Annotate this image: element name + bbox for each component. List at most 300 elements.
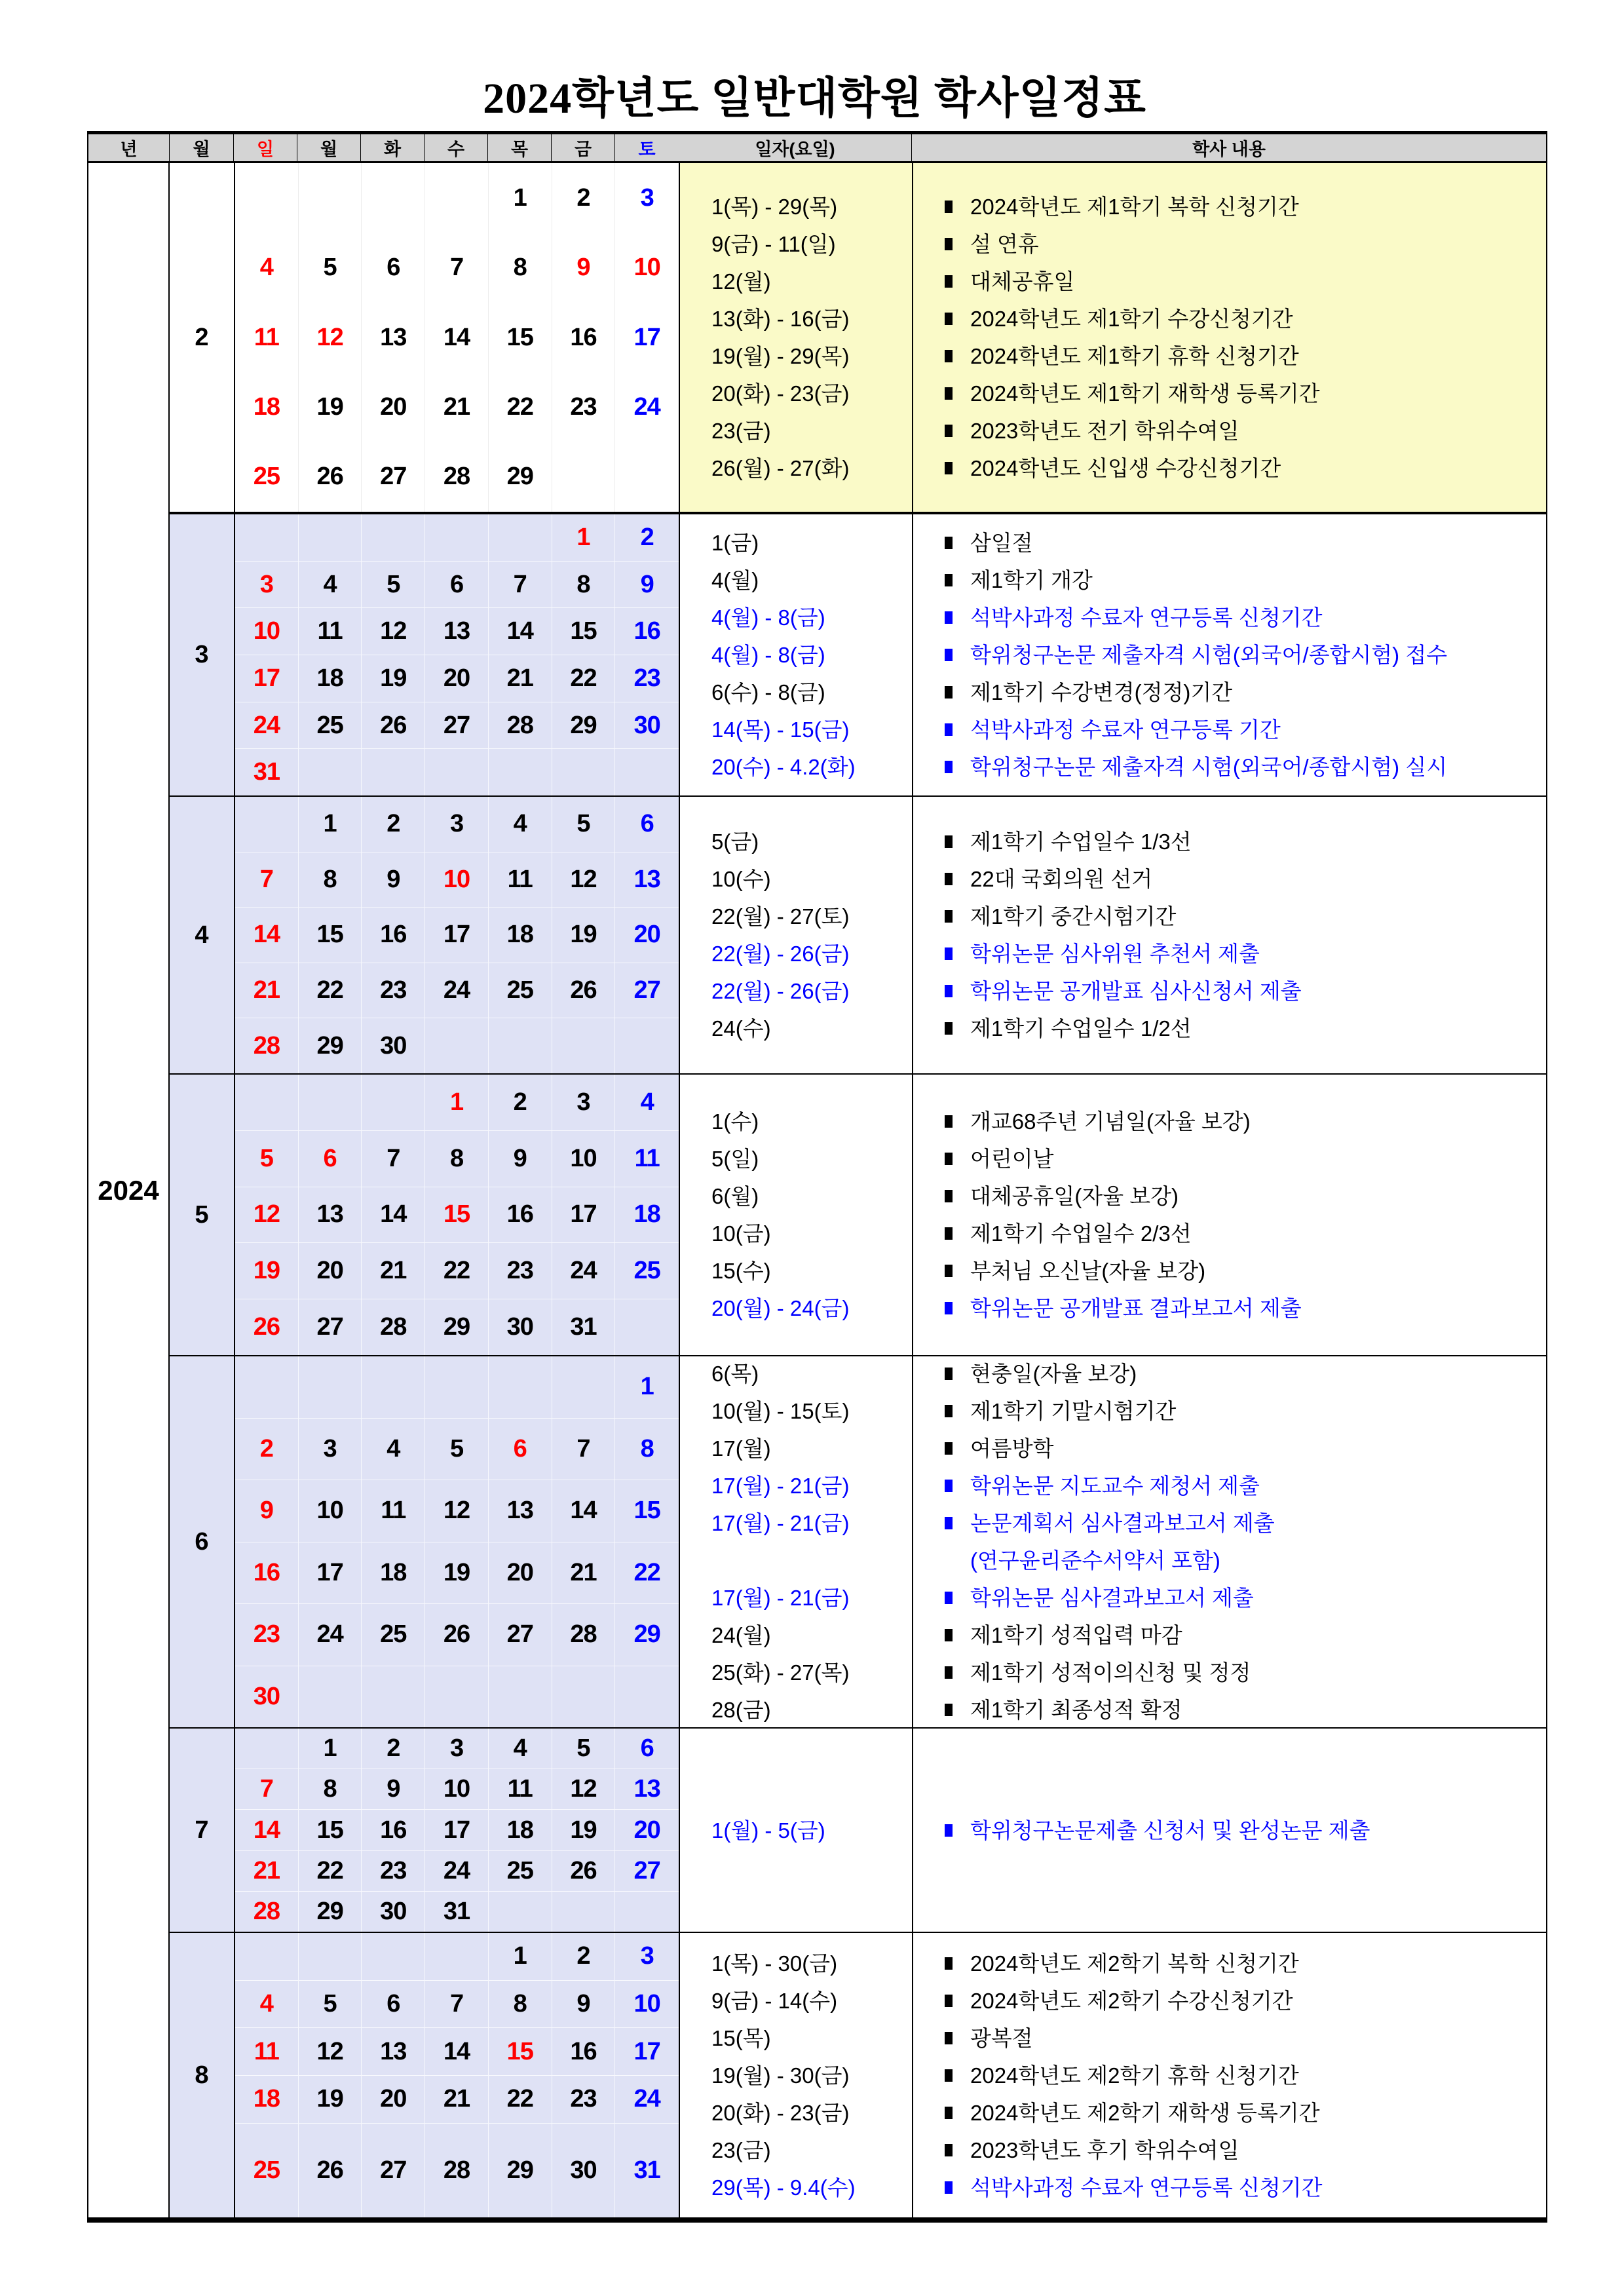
calendar-day-7-9: 9 [362,1769,425,1809]
event-line [945,450,1546,487]
month-row-2 [170,163,1546,512]
page-title: 2024학년도 일반대학원 학사일정표 [483,75,1146,123]
event-row [680,1579,1546,1617]
event-label: 제1학기 성적이의신청 및 정정 [970,1660,1251,1685]
weekday-header-금: 금 [552,134,615,161]
event-date: 22(월) - 27(토) [711,904,850,928]
events-area-3 [679,514,1546,795]
event-line [945,898,1546,935]
event-label: 대체공휴일(자율 보강) [970,1184,1179,1208]
calendar-day-4-14: 14 [235,908,299,963]
calendar-day-empty [425,514,489,561]
calendar-week [235,607,679,655]
calendar-day-3-29: 29 [552,702,616,749]
calendar-day-2-4: 4 [235,233,299,302]
event-label: 어린이날 [970,1147,1054,1171]
calendar-day-3-12: 12 [362,608,425,655]
event-label: 2023학년도 후기 학위수여일 [970,2137,1239,2162]
event-description [912,860,1546,898]
calendar-day-7-22: 22 [299,1851,362,1891]
calendar-day-6-10: 10 [299,1480,362,1542]
bullet-icon [945,387,953,400]
calendar-day-empty [425,749,489,795]
calendar-day-3-19: 19 [362,655,425,702]
schedule-table [87,131,1547,2223]
bullet-icon [945,1629,953,1641]
calendar-day-4-5: 5 [552,797,616,852]
month-row-4 [170,795,1546,1073]
calendar-day-empty [362,1666,425,1728]
event-label: 제1학기 최종성적 확정 [970,1698,1182,1722]
calendar-day-empty [489,1018,552,1073]
calendar-day-empty [552,1892,616,1932]
event-date: 9(금) - 14(수) [711,1988,838,2013]
calendar-day-6-5: 5 [425,1419,489,1480]
calendar-day-empty [362,1933,425,1980]
event-label: 학위논문 심사위원 추천서 제출 [970,942,1260,966]
event-date: 10(수) [711,867,771,891]
event-row [680,1691,1546,1729]
calendar-week [235,963,679,1018]
bullet-icon [945,201,953,213]
event-row [680,300,1546,337]
event-label: 학위청구논문 제출자격 시험(외국어/종합시험) 접수 [970,643,1448,667]
calendar-day-5-28: 28 [362,1299,425,1355]
event-label: 석박사과정 수료자 연구등록 신청기간 [970,2175,1323,2200]
calendar-day-8-15: 15 [489,2028,552,2075]
calendar-day-2-3: 3 [640,183,654,212]
calendar-day-2-18: 18 [235,372,299,442]
calendar-day-8-10: 10 [633,1990,660,2018]
calendar-day-4-4: 4 [489,797,552,852]
calendar-day-3-26: 26 [362,702,425,749]
event-label: 학위논문 공개발표 결과보고서 제출 [970,1296,1302,1320]
calendar-week [235,1891,679,1932]
calendar-day-8-17: 17 [633,2037,660,2065]
calendar-day-4-18: 18 [489,908,552,963]
event-description [912,1579,1546,1617]
calendar-day-3-23: 23 [633,664,660,692]
event-date: 17(월) - 21(금) [711,1511,850,1535]
calendar-day-7-27: 27 [633,1856,660,1885]
event-description [912,524,1546,562]
bullet-icon [945,1153,953,1165]
event-description [912,1010,1546,1047]
bullet-icon [945,2069,953,2082]
event-label: 학위논문 지도교수 제청서 제출 [970,1474,1260,1498]
event-row [680,337,1546,375]
event-line [945,2132,1546,2169]
event-row [680,972,1546,1010]
event-date: 19(월) - 29(목) [711,344,850,368]
calendar-day-5-11: 11 [634,1144,660,1172]
calendar-day-2-16: 16 [552,303,616,372]
calendar-week [235,1809,679,1850]
calendar-day-empty [362,163,425,233]
calendar-day-3-16: 16 [633,617,660,645]
event-line [945,375,1546,412]
calendar-day-4-29: 29 [299,1018,362,1073]
calendar-day-6-30: 30 [235,1666,299,1728]
event-line [945,1103,1546,1140]
calendar-week [235,1187,679,1243]
event-line [945,674,1546,711]
calendar-day-empty [552,1666,616,1728]
month-label-6: 6 [170,1356,234,1727]
calendar-day-7-21: 21 [235,1851,299,1891]
event-label: 석박사과정 수료자 연구등록 신청기간 [970,605,1323,630]
event-row [680,524,1546,562]
calendar-day-4-19: 19 [552,908,616,963]
bullet-icon [945,2032,953,2044]
calendar-day-8-7: 7 [425,1981,489,2028]
event-line [945,599,1546,636]
calendar-day-2-21: 21 [425,372,489,442]
month-label-4: 4 [170,797,234,1073]
calendar-day-4-2: 2 [362,797,425,852]
mini-calendar-5 [234,1075,679,1355]
calendar-day-8-16: 16 [552,2028,616,2075]
calendar-day-7-14: 14 [235,1810,299,1850]
calendar-day-5-27: 27 [299,1299,362,1355]
calendar-day-4-9: 9 [362,852,425,908]
calendar-day-5-14: 14 [362,1187,425,1243]
calendar-day-empty [489,1892,552,1932]
event-label: 2024학년도 제1학기 재학생 등록기간 [970,381,1320,406]
calendar-day-3-27: 27 [425,702,489,749]
bullet-icon [945,313,953,325]
event-date: 17(월) - 21(금) [711,1474,850,1498]
event-label: 현충일(자율 보강) [970,1362,1137,1386]
calendar-day-4-1: 1 [299,797,362,852]
calendar-day-3-14: 14 [489,608,552,655]
calendar-day-4-11: 11 [489,852,552,908]
calendar-day-7-28: 28 [235,1892,299,1932]
calendar-day-empty [615,1299,679,1355]
event-description [912,823,1546,860]
event-row [680,1252,1546,1290]
month-label-2: 2 [170,163,234,512]
calendar-week [235,748,679,795]
calendar-day-3-25: 25 [299,702,362,749]
event-line [945,748,1546,786]
calendar-day-8-13: 13 [362,2028,425,2075]
calendar-day-6-17: 17 [299,1542,362,1604]
event-date: 25(화) - 27(목) [711,1660,850,1685]
event-description [912,263,1546,300]
event-row [680,562,1546,599]
event-row [680,935,1546,972]
calendar-day-empty [552,1018,616,1073]
calendar-day-empty [425,1356,489,1418]
event-description [912,225,1546,263]
calendar-day-6-22: 22 [633,1558,660,1586]
calendar-day-7-26: 26 [552,1851,616,1891]
event-description [912,674,1546,711]
event-label: 학위청구논문제출 신청서 및 완성논문 제출 [970,1818,1370,1843]
event-date: 6(월) [711,1184,759,1208]
bullet-icon [945,985,953,997]
event-description [912,1177,1546,1215]
event-date: 26(월) - 27(화) [711,456,850,480]
event-description [912,711,1546,748]
event-label: 2024학년도 제2학기 복학 신청기간 [970,1951,1299,1976]
calendar-day-2-9: 9 [552,233,616,302]
weekday-header-수: 수 [425,134,488,161]
event-date: 4(월) [711,568,759,592]
calendar-day-2-29: 29 [489,442,552,512]
bullet-icon [945,1405,953,1417]
calendar-week [235,655,679,702]
bullet-icon [945,873,953,885]
calendar-week [235,1933,679,1980]
calendar-day-7-23: 23 [362,1851,425,1891]
bullet-icon [945,574,953,586]
event-line [945,823,1546,860]
event-description [912,636,1546,674]
calendar-day-8-21: 21 [425,2076,489,2123]
calendar-day-empty [552,442,616,512]
calendar-week [235,1130,679,1187]
calendar-day-4-22: 22 [299,963,362,1018]
event-line [945,263,1546,300]
calendar-day-4-20: 20 [633,921,660,949]
calendar-day-6-23: 23 [235,1604,299,1666]
event-description [912,562,1546,599]
calendar-day-4-16: 16 [362,908,425,963]
calendar-day-8-19: 19 [299,2076,362,2123]
calendar-day-5-6: 6 [299,1131,362,1187]
event-line [945,188,1546,225]
calendar-day-empty [235,1729,299,1769]
event-date: 12(월) [711,269,771,294]
event-description [912,1504,1546,1579]
calendar-day-4-17: 17 [425,908,489,963]
month-label-7: 7 [170,1729,234,1932]
calendar-day-8-2: 2 [552,1933,616,1980]
calendar-day-7-31: 31 [425,1892,489,1932]
calendar-day-7-13: 13 [633,1775,660,1803]
event-row [680,1430,1546,1467]
calendar-day-2-27: 27 [362,442,425,512]
calendar-week [235,1418,679,1480]
calendar-day-5-20: 20 [299,1243,362,1299]
event-row [680,2094,1546,2132]
bullet-icon [945,1517,953,1529]
event-date: 1(금) [711,531,759,555]
calendar-day-empty [362,749,425,795]
event-description [912,599,1546,636]
bullet-icon [945,275,953,288]
event-label: 2024학년도 제2학기 재학생 등록기간 [970,2100,1320,2125]
calendar-day-5-16: 16 [489,1187,552,1243]
events-area-6 [679,1356,1546,1727]
calendar-day-8-27: 27 [362,2124,425,2217]
calendar-day-2-11: 11 [235,303,299,372]
calendar-day-7-10: 10 [425,1769,489,1809]
weekday-header-일: 일 [234,134,297,161]
month-column-header: 월 [170,134,234,161]
calendar-day-5-25: 25 [633,1257,660,1285]
calendar-day-8-26: 26 [299,2124,362,2217]
calendar-week [235,442,679,512]
event-date: 4(월) - 8(금) [711,605,825,630]
calendar-day-2-5: 5 [299,233,362,302]
event-label: 22대 국회의원 선거 [970,867,1153,891]
calendar-day-empty [235,797,299,852]
event-description [912,2169,1546,2206]
bullet-icon [945,947,953,960]
calendar-week [235,303,679,372]
calendar-day-2-15: 15 [489,303,552,372]
calendar-day-5-29: 29 [425,1299,489,1355]
calendar-day-7-15: 15 [299,1810,362,1850]
bullet-icon [945,1022,953,1035]
calendar-day-4-15: 15 [299,908,362,963]
event-row [680,1504,1546,1579]
event-label: 2024학년도 신입생 수강신청기간 [970,456,1281,480]
calendar-day-7-17: 17 [425,1810,489,1850]
calendar-day-2-22: 22 [489,372,552,442]
event-label: 부처님 오신날(자율 보강) [970,1259,1206,1283]
event-line [945,2019,1546,2057]
calendar-week [235,163,679,233]
month-row-6 [170,1355,1546,1727]
event-label: 설 연휴 [970,232,1039,256]
calendar-day-5-7: 7 [362,1131,425,1187]
calendar-day-5-2: 2 [489,1075,552,1130]
calendar-day-3-5: 5 [362,562,425,608]
calendar-day-6-29: 29 [633,1620,660,1649]
calendar-day-6-3: 3 [299,1419,362,1480]
bullet-icon [945,1265,953,1277]
calendar-day-5-23: 23 [489,1243,552,1299]
event-line [945,2057,1546,2094]
event-date: 24(월) [711,1623,771,1647]
event-label: 논문계획서 심사결과보고서 제출 [970,1511,1275,1535]
calendar-day-8-24: 24 [633,2085,660,2113]
calendar-week [235,907,679,963]
mini-calendar-8 [234,1933,679,2217]
event-description [912,1945,1546,1982]
calendar-day-2-26: 26 [299,442,362,512]
event-label: 삼일절 [970,531,1033,555]
calendar-day-6-14: 14 [552,1480,616,1542]
calendar-day-4-13: 13 [633,865,660,893]
bullet-icon [945,537,953,549]
event-date: 14(목) - 15(금) [711,718,850,742]
event-label: 제1학기 수업일수 2/3선 [970,1221,1192,1246]
event-date: 13(화) - 16(금) [711,307,850,331]
calendar-day-6-1: 1 [640,1373,654,1401]
month-row-7 [170,1727,1546,1932]
calendar-day-4-25: 25 [489,963,552,1018]
event-row [680,412,1546,450]
event-row [680,1290,1546,1327]
event-line [945,412,1546,450]
calendar-day-3-20: 20 [425,655,489,702]
event-line [945,1467,1546,1504]
calendar-week [235,1666,679,1728]
event-line [945,300,1546,337]
calendar-day-4-10: 10 [425,852,489,908]
calendar-day-5-26: 26 [235,1299,299,1355]
month-row-5 [170,1073,1546,1355]
calendar-week [235,1603,679,1666]
event-description [912,375,1546,412]
event-date: 10(월) - 15(토) [711,1399,850,1423]
event-row [680,674,1546,711]
calendar-day-empty [489,749,552,795]
calendar-week [235,2123,679,2217]
event-label: 2024학년도 제1학기 복학 신청기간 [970,195,1299,219]
calendar-week [235,1242,679,1299]
event-row [680,1103,1546,1140]
event-line [945,337,1546,375]
event-row [680,450,1546,487]
event-label: 학위논문 심사결과보고서 제출 [970,1586,1254,1610]
calendar-day-7-30: 30 [362,1892,425,1932]
event-label: 2024학년도 제1학기 수강신청기간 [970,307,1293,331]
event-row [680,860,1546,898]
mini-calendar-3 [234,514,679,795]
calendar-day-5-3: 3 [552,1075,616,1130]
event-date: 17(월) [711,1436,771,1461]
event-label: 제1학기 수업일수 1/3선 [970,830,1192,854]
event-line [945,860,1546,898]
bullet-icon [945,238,953,250]
event-date: 4(월) - 8(금) [711,643,825,667]
event-row [680,1812,1546,1849]
calendar-day-8-4: 4 [235,1981,299,2028]
calendar-day-5-4: 4 [640,1088,654,1116]
calendar-day-7-3: 3 [425,1729,489,1769]
event-line [945,1812,1546,1849]
event-line [945,1691,1546,1729]
event-label: 제1학기 개강 [970,568,1093,592]
calendar-day-2-8: 8 [489,233,552,302]
event-description [912,1290,1546,1327]
calendar-day-empty [489,1666,552,1728]
event-date: 20(화) - 23(금) [711,381,850,406]
event-line [945,1945,1546,1982]
calendar-day-8-11: 11 [235,2028,299,2075]
calendar-day-6-12: 12 [425,1480,489,1542]
events-area-4 [679,797,1546,1073]
event-date: 23(금) [711,419,771,443]
calendar-day-6-9: 9 [235,1480,299,1542]
calendar-day-6-19: 19 [425,1542,489,1604]
calendar-day-3-8: 8 [552,562,616,608]
events-area-2 [679,163,1546,512]
calendar-day-empty [615,1666,679,1728]
calendar-day-3-18: 18 [299,655,362,702]
event-row [680,1467,1546,1504]
calendar-day-7-8: 8 [299,1769,362,1809]
event-row [680,1010,1546,1047]
event-date: 6(목) [711,1362,759,1386]
table-body [88,163,1546,2217]
calendar-day-4-8: 8 [299,852,362,908]
event-line [945,2169,1546,2206]
calendar-week [235,561,679,608]
calendar-day-5-19: 19 [235,1243,299,1299]
calendar-day-8-28: 28 [425,2124,489,2217]
calendar-day-7-25: 25 [489,1851,552,1891]
calendar-day-empty [615,749,679,795]
calendar-day-8-30: 30 [552,2124,616,2217]
event-date: 24(수) [711,1016,771,1041]
